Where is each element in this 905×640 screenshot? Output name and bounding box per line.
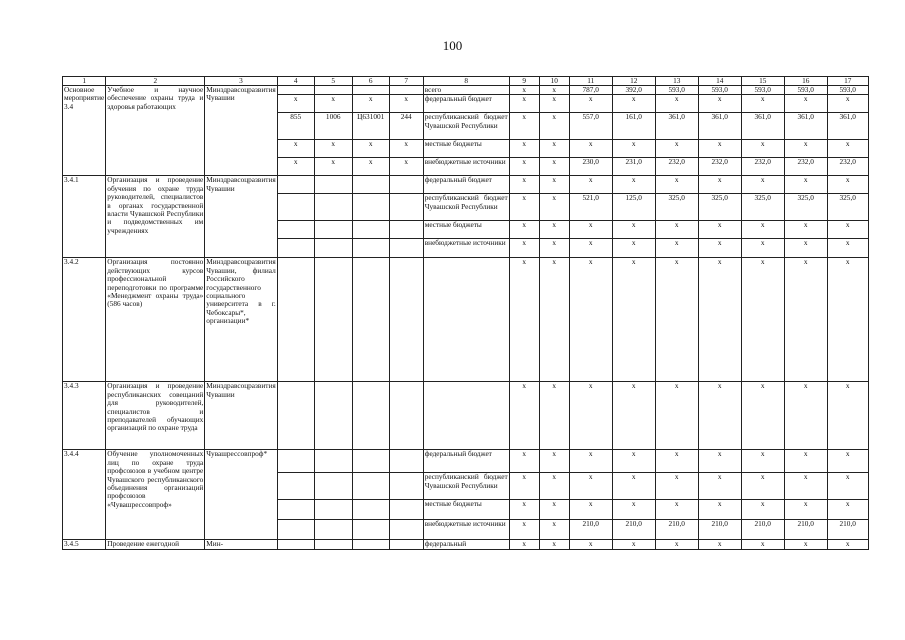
year-value: x: [827, 258, 868, 382]
budget-code: x: [389, 95, 423, 113]
funding-source: федеральный бюджет: [423, 176, 509, 194]
year-value: x: [539, 95, 569, 113]
funding-source: республиканский бюджет Чувашской Республики: [423, 473, 509, 500]
year-value: x: [509, 540, 539, 549]
year-value: x: [509, 382, 539, 450]
year-value: 361,0: [741, 113, 784, 140]
year-value: x: [612, 221, 655, 239]
year-value: x: [539, 239, 569, 258]
year-value: x: [612, 540, 655, 549]
year-value: x: [784, 95, 827, 113]
budget-code: x: [352, 140, 389, 158]
budget-code: [352, 239, 389, 258]
budget-code: [277, 450, 314, 473]
column-number: 9: [509, 77, 539, 86]
year-value: x: [569, 221, 612, 239]
year-value: x: [827, 450, 868, 473]
year-value: x: [509, 95, 539, 113]
year-value: x: [784, 221, 827, 239]
funding-source: [423, 258, 509, 382]
column-number: 5: [314, 77, 352, 86]
column-number: 3: [205, 77, 277, 86]
budget-code: x: [277, 158, 314, 176]
year-value: x: [509, 194, 539, 221]
column-number: 17: [827, 77, 868, 86]
budget-code: [352, 176, 389, 194]
item-id: 3.4.4: [63, 450, 106, 540]
year-value: x: [827, 500, 868, 520]
year-value: 232,0: [827, 158, 868, 176]
year-value: x: [698, 221, 741, 239]
funding-source: [423, 382, 509, 450]
year-value: 232,0: [784, 158, 827, 176]
year-value: x: [539, 140, 569, 158]
year-value: x: [612, 95, 655, 113]
year-value: x: [698, 382, 741, 450]
year-value: x: [539, 520, 569, 540]
year-value: 521,0: [569, 194, 612, 221]
column-number: 2: [106, 77, 205, 86]
year-value: 361,0: [784, 113, 827, 140]
table-row: [63, 176, 869, 194]
budget-code: [277, 520, 314, 540]
funding-source: всего: [423, 86, 509, 95]
budget-code: [389, 540, 423, 549]
year-value: x: [509, 221, 539, 239]
budget-code: [389, 176, 423, 194]
budget-code: [314, 239, 352, 258]
item-executor: Минздравсоцразвития Чувашии: [205, 382, 277, 450]
year-value: 210,0: [827, 520, 868, 540]
column-number: 11: [569, 77, 612, 86]
year-value: 392,0: [612, 86, 655, 95]
year-value: 361,0: [655, 113, 698, 140]
year-value: x: [539, 113, 569, 140]
year-value: x: [698, 140, 741, 158]
funding-source: республиканский бюджет Чувашской Республики: [423, 113, 509, 140]
budget-code: x: [314, 95, 352, 113]
year-value: x: [539, 176, 569, 194]
column-number: 14: [698, 77, 741, 86]
year-value: x: [539, 86, 569, 95]
year-value: x: [741, 500, 784, 520]
year-value: 125,0: [612, 194, 655, 221]
budget-code: [389, 239, 423, 258]
budget-code: 1006: [314, 113, 352, 140]
year-value: x: [741, 382, 784, 450]
year-value: x: [741, 176, 784, 194]
year-value: x: [509, 113, 539, 140]
item-name: Организация постоянно действующих курсов профессиональной переподготовки по программе «Менеджмент охраны труда» (586 часов): [106, 258, 205, 382]
budget-code: [352, 221, 389, 239]
year-value: x: [741, 221, 784, 239]
table-row: [63, 86, 869, 95]
budget-code: [352, 194, 389, 221]
year-value: x: [827, 176, 868, 194]
year-value: 232,0: [655, 158, 698, 176]
year-value: 325,0: [784, 194, 827, 221]
budget-code: [277, 500, 314, 520]
column-number: 7: [389, 77, 423, 86]
year-value: x: [539, 382, 569, 450]
year-value: x: [784, 450, 827, 473]
year-value: x: [612, 258, 655, 382]
year-value: x: [741, 540, 784, 549]
year-value: x: [784, 258, 827, 382]
year-value: x: [741, 473, 784, 500]
year-value: x: [612, 176, 655, 194]
budget-code: [314, 540, 352, 549]
budget-code: [277, 86, 314, 95]
column-number: 12: [612, 77, 655, 86]
year-value: x: [612, 140, 655, 158]
budget-code: 244: [389, 113, 423, 140]
year-value: x: [509, 176, 539, 194]
year-value: x: [784, 140, 827, 158]
funding-source: внебюджетные источники: [423, 520, 509, 540]
budget-code: [314, 473, 352, 500]
column-number: 1: [63, 77, 106, 86]
year-value: x: [698, 473, 741, 500]
funding-source: внебюджетные источники: [423, 158, 509, 176]
item-id: Основное мероприятие 3.4: [63, 86, 106, 176]
budget-code: [277, 473, 314, 500]
budget-code: [277, 239, 314, 258]
year-value: x: [539, 500, 569, 520]
budget-code: [389, 473, 423, 500]
table-row: [63, 540, 869, 549]
column-number: 15: [741, 77, 784, 86]
budget-code: x: [314, 140, 352, 158]
budget-code: [314, 450, 352, 473]
year-value: 210,0: [698, 520, 741, 540]
budget-code: [314, 500, 352, 520]
budget-code: Ц631001: [352, 113, 389, 140]
year-value: x: [509, 158, 539, 176]
year-value: x: [539, 221, 569, 239]
table-row: [63, 450, 869, 473]
year-value: x: [539, 194, 569, 221]
item-executor: Минздравсоцразвития Чувашии: [205, 176, 277, 258]
budget-code: [352, 473, 389, 500]
year-value: x: [569, 258, 612, 382]
budget-code: [389, 194, 423, 221]
budget-code: x: [314, 158, 352, 176]
year-value: 325,0: [698, 194, 741, 221]
year-value: x: [539, 258, 569, 382]
budget-code: [352, 500, 389, 520]
year-value: x: [509, 239, 539, 258]
item-name: Организация и проведение республиканских совещаний для руководителей, специалистов и преподавателей обучающих организаций по охране труда: [106, 382, 205, 450]
year-value: 361,0: [698, 113, 741, 140]
budget-code: [389, 520, 423, 540]
year-value: x: [655, 382, 698, 450]
funding-source: федеральный бюджет: [423, 95, 509, 113]
column-number: 4: [277, 77, 314, 86]
column-number: 8: [423, 77, 509, 86]
year-value: x: [655, 239, 698, 258]
funding-source: федеральный бюджет: [423, 450, 509, 473]
item-executor: Мин-: [205, 540, 277, 549]
funding-source: местные бюджеты: [423, 221, 509, 239]
year-value: x: [698, 258, 741, 382]
budget-code: [314, 520, 352, 540]
year-value: x: [569, 382, 612, 450]
budget-code: [389, 500, 423, 520]
budget-code: [314, 194, 352, 221]
budget-code: x: [352, 95, 389, 113]
funding-source: республиканский бюджет Чувашской Республики: [423, 194, 509, 221]
year-value: 325,0: [827, 194, 868, 221]
budget-code: [352, 258, 389, 382]
funding-source: внебюджетные источники: [423, 239, 509, 258]
year-value: x: [698, 95, 741, 113]
year-value: x: [655, 473, 698, 500]
year-value: 593,0: [741, 86, 784, 95]
year-value: x: [509, 520, 539, 540]
year-value: x: [827, 473, 868, 500]
item-executor: Минздравсоцразвития Чувашии, филиал Российского государственного социального университета в г. Чебоксары*, организации*: [205, 258, 277, 382]
year-value: x: [827, 95, 868, 113]
budget-code: [389, 450, 423, 473]
year-value: x: [741, 450, 784, 473]
budget-code: [277, 176, 314, 194]
column-number: 16: [784, 77, 827, 86]
year-value: x: [612, 382, 655, 450]
year-value: x: [655, 258, 698, 382]
funding-source: федеральный: [423, 540, 509, 549]
year-value: x: [569, 140, 612, 158]
budget-code: [389, 382, 423, 450]
budget-code: [277, 382, 314, 450]
column-number: 10: [539, 77, 569, 86]
year-value: x: [612, 450, 655, 473]
year-value: x: [741, 140, 784, 158]
year-value: x: [569, 500, 612, 520]
year-value: 325,0: [655, 194, 698, 221]
year-value: x: [784, 540, 827, 549]
budget-code: [352, 520, 389, 540]
budget-code: [277, 540, 314, 549]
item-executor: Чувашрессовпроф*: [205, 450, 277, 540]
year-value: 210,0: [741, 520, 784, 540]
item-name: Обучение уполномоченных лиц по охране труда профсоюзов в учебном центре Чувашского республиканского объединения организаций профсоюзов «Чувашрессовпроф»: [106, 450, 205, 540]
year-value: x: [784, 239, 827, 258]
budget-code: x: [277, 140, 314, 158]
year-value: x: [698, 450, 741, 473]
year-value: 161,0: [612, 113, 655, 140]
year-value: 210,0: [655, 520, 698, 540]
year-value: x: [827, 382, 868, 450]
budget-code: [352, 86, 389, 95]
budget-code: [314, 86, 352, 95]
budget-code: [277, 221, 314, 239]
year-value: 210,0: [784, 520, 827, 540]
year-value: 593,0: [655, 86, 698, 95]
year-value: x: [784, 473, 827, 500]
year-value: x: [655, 540, 698, 549]
column-number: 6: [352, 77, 389, 86]
table-row: [63, 258, 869, 382]
year-value: x: [569, 239, 612, 258]
year-value: x: [612, 239, 655, 258]
year-value: 232,0: [698, 158, 741, 176]
year-value: x: [655, 221, 698, 239]
budget-code: [314, 221, 352, 239]
year-value: 361,0: [827, 113, 868, 140]
funding-source: местные бюджеты: [423, 500, 509, 520]
year-value: x: [827, 239, 868, 258]
year-value: x: [784, 500, 827, 520]
year-value: x: [698, 239, 741, 258]
year-value: x: [539, 473, 569, 500]
budget-code: [389, 86, 423, 95]
year-value: x: [539, 450, 569, 473]
funding-source: местные бюджеты: [423, 140, 509, 158]
year-value: x: [509, 450, 539, 473]
budget-code: [352, 382, 389, 450]
budget-code: [352, 540, 389, 549]
year-value: x: [569, 450, 612, 473]
budget-code: x: [352, 158, 389, 176]
year-value: 210,0: [612, 520, 655, 540]
year-value: x: [655, 176, 698, 194]
budget-code: x: [277, 95, 314, 113]
year-value: x: [698, 176, 741, 194]
year-value: x: [569, 176, 612, 194]
year-value: x: [655, 450, 698, 473]
item-executor: Минздравсоцразвития Чувашии: [205, 86, 277, 176]
item-id: 3.4.5: [63, 540, 106, 549]
table-row: [63, 382, 869, 450]
budget-code: [352, 450, 389, 473]
year-value: x: [827, 140, 868, 158]
year-value: x: [827, 221, 868, 239]
year-value: 325,0: [741, 194, 784, 221]
page-number: 100: [442, 38, 463, 53]
item-name: Организация и проведение обучения по охране труда руководителей, специалистов в органах государственной власти Чувашской Республики и подведомственных им учреждениях: [106, 176, 205, 258]
year-value: 232,0: [741, 158, 784, 176]
year-value: x: [509, 258, 539, 382]
item-name: Проведение ежегодной: [106, 540, 205, 549]
item-id: 3.4.2: [63, 258, 106, 382]
year-value: x: [827, 540, 868, 549]
year-value: x: [741, 239, 784, 258]
year-value: x: [612, 473, 655, 500]
budget-code: [314, 382, 352, 450]
year-value: 593,0: [784, 86, 827, 95]
year-value: x: [784, 176, 827, 194]
year-value: 231,0: [612, 158, 655, 176]
year-value: x: [509, 140, 539, 158]
year-value: x: [655, 95, 698, 113]
year-value: x: [698, 500, 741, 520]
budget-code: 855: [277, 113, 314, 140]
year-value: x: [655, 500, 698, 520]
year-value: 787,0: [569, 86, 612, 95]
year-value: x: [698, 540, 741, 549]
item-name: Учебное и научное обеспечение охраны труда и здоровья работающих: [106, 86, 205, 176]
year-value: x: [539, 540, 569, 549]
year-value: 557,0: [569, 113, 612, 140]
year-value: x: [784, 382, 827, 450]
year-value: 593,0: [827, 86, 868, 95]
column-number: 13: [655, 77, 698, 86]
year-value: x: [509, 500, 539, 520]
year-value: x: [655, 140, 698, 158]
year-value: x: [741, 258, 784, 382]
budget-code: [389, 258, 423, 382]
year-value: 210,0: [569, 520, 612, 540]
year-value: x: [612, 500, 655, 520]
column-number-row: [63, 77, 869, 86]
year-value: x: [569, 473, 612, 500]
year-value: x: [741, 95, 784, 113]
budget-code: [314, 176, 352, 194]
budget-code: [389, 221, 423, 239]
year-value: x: [569, 540, 612, 549]
budget-table: [62, 76, 869, 550]
year-value: 230,0: [569, 158, 612, 176]
budget-code: [277, 194, 314, 221]
budget-code: x: [389, 158, 423, 176]
year-value: x: [509, 473, 539, 500]
budget-code: [314, 258, 352, 382]
budget-code: [277, 258, 314, 382]
item-id: 3.4.1: [63, 176, 106, 258]
year-value: 593,0: [698, 86, 741, 95]
item-id: 3.4.3: [63, 382, 106, 450]
year-value: x: [539, 158, 569, 176]
year-value: x: [509, 86, 539, 95]
year-value: x: [569, 95, 612, 113]
budget-code: x: [389, 140, 423, 158]
